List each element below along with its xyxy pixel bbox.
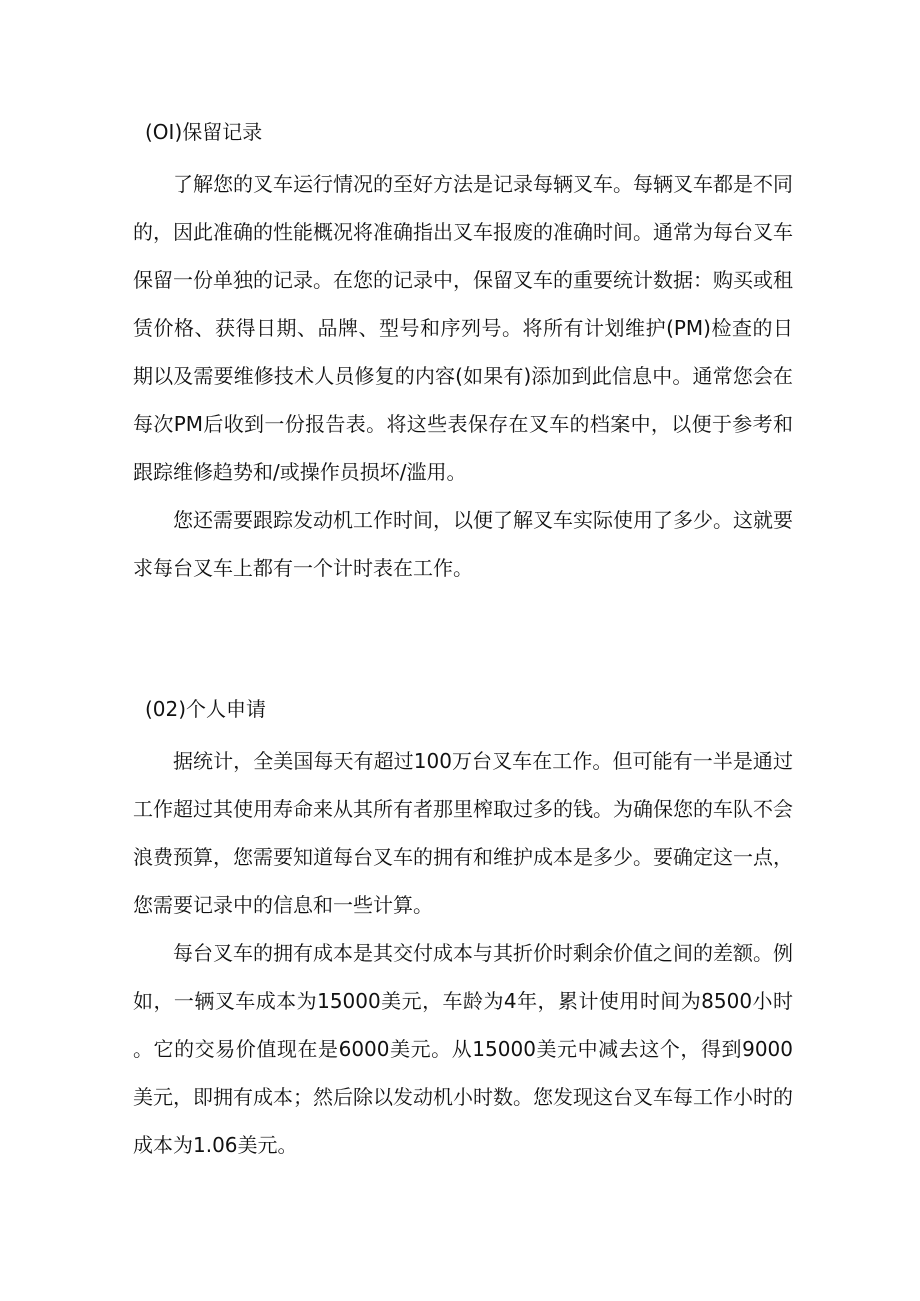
section-heading: (02)个人申请 [145, 697, 267, 721]
paragraph: 了解您的叉车运行情况的至好方法是记录每辆叉车。每辆叉车都是不同的，因此准确的性能概况将准确指出叉车报废的准确时间。通常为每台叉车保留一份单独的记录。在您的记录中，保留叉车的重要统计数据：购买或租赁价格、获得日期、品牌、型号和序列号。将所有计划维护(PM)检查的日期以及需要维修技术人员修复的内容(如果有)添加到此信息中。通常您会在每次PM后收到一份报告表。将这些表保存在叉车的档案中，以便于参考和跟踪维修趋势和/或操作员损坏/滥用。 [133, 172, 793, 484]
paragraph: 您还需要跟踪发动机工作时间，以便了解叉车实际使用了多少。这就要求每台叉车上都有一个计时表在工作。 [133, 508, 793, 580]
paragraph: 据统计，全美国每天有超过100万台叉车在工作。但可能有一半是通过工作超过其使用寿命来从其所有者那里榨取过多的钱。为确保您的车队不会浪费预算，您需要知道每台叉车的拥有和维护成本是多少。要确定这一点，您需要记录中的信息和一些计算。 [133, 749, 793, 917]
paragraph: 每台叉车的拥有成本是其交付成本与其折价时剩余价值之间的差额。例如，一辆叉车成本为15000美元，车龄为4年，累计使用时间为8500小时。它的交易价值现在是6000美元。从15000美元中减去这个，得到9000美元，即拥有成本；然后除以发动机小时数。您发现这台叉车每工作小时的成本为1.06美元。 [133, 941, 793, 1157]
section-personal-application [133, 695, 793, 1169]
section-heading: (OI)保留记录 [145, 120, 263, 144]
section-keep-records [133, 118, 793, 592]
